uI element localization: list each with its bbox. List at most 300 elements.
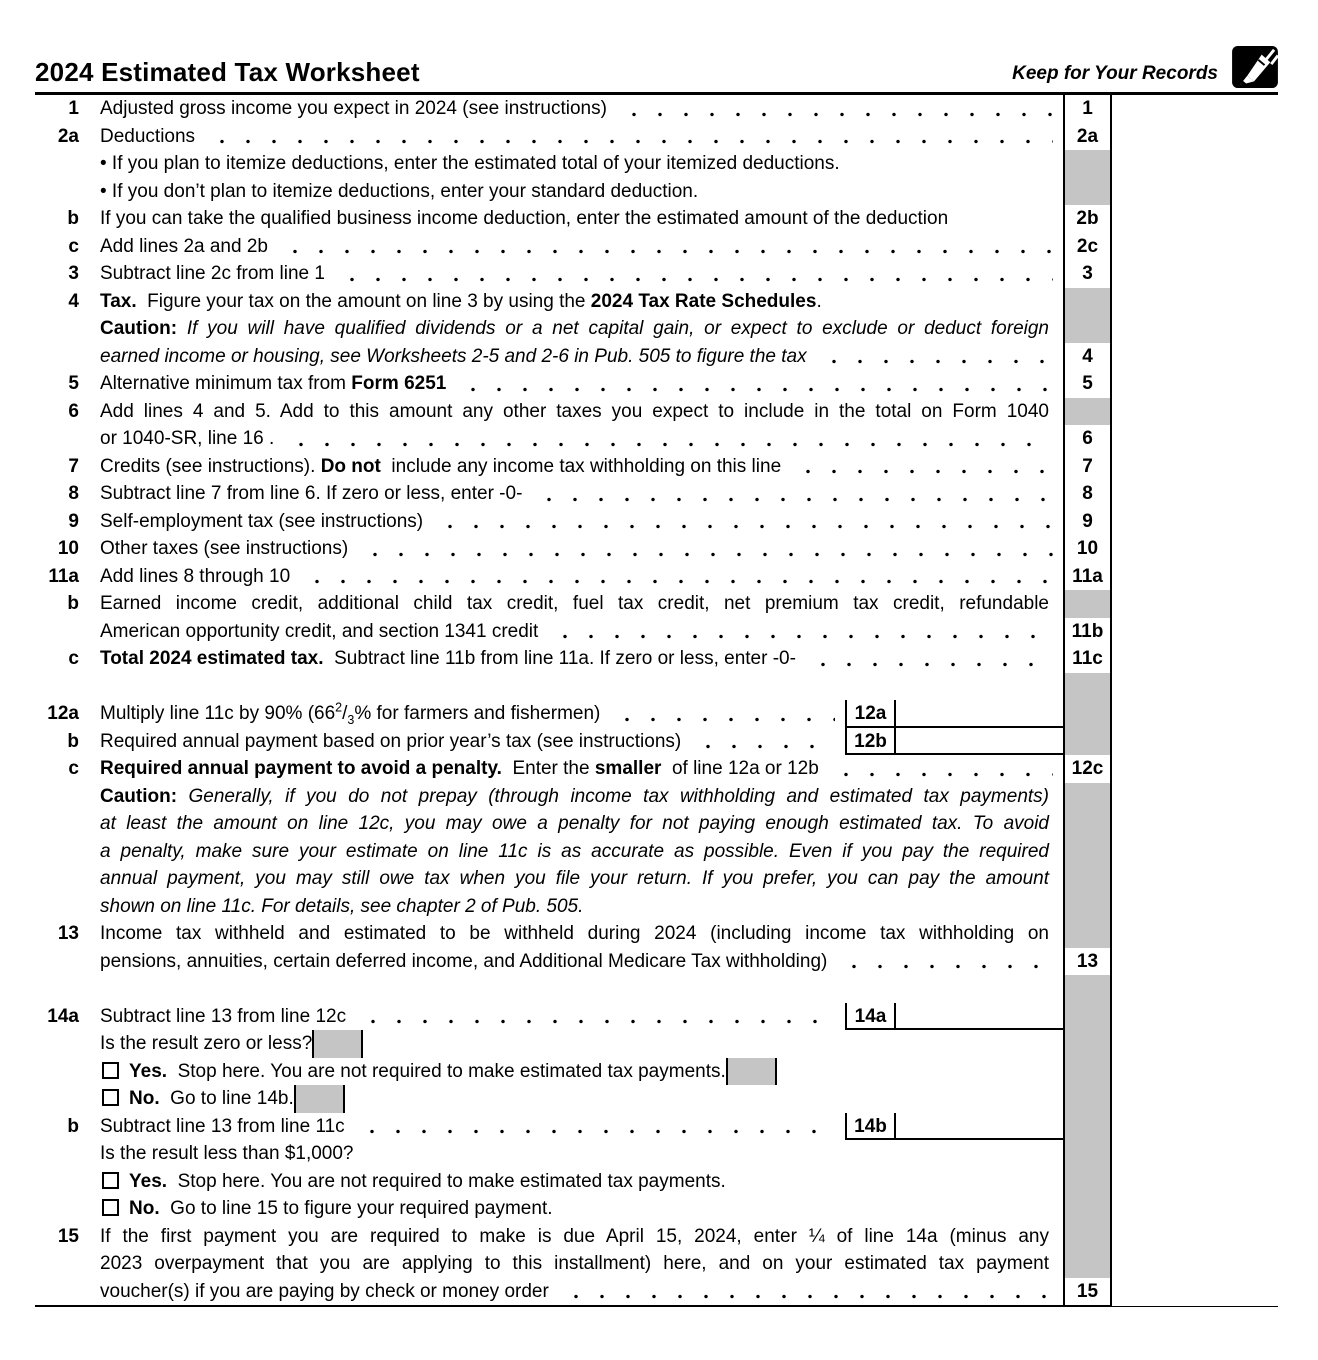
worksheet-row [35,1058,1278,1086]
amount-cell [1112,1250,1278,1278]
row-text [100,95,1063,125]
amount-cell [1112,1168,1278,1196]
yes-checkbox[interactable] [102,1172,119,1189]
text-segment: smaller [594,758,662,779]
amount-cell [1112,1003,1278,1031]
amount-cell [1112,673,1278,701]
dot-leader [353,1113,835,1141]
text-segment: Subtract line 2c from line 1 [100,263,325,284]
line-number: 2a [57,125,79,147]
line-number [35,150,100,178]
amount-cell [1112,590,1278,618]
row-text [100,205,1063,235]
text-segment: Add lines 2a and 2b [100,235,268,257]
worksheet-row [35,1223,1278,1251]
amount-cell[interactable] [1112,645,1278,675]
text-segment: or 1040-SR, line 16 . [100,428,275,449]
text-segment: Form 6251 [351,373,447,394]
row-text-content [100,178,698,206]
line-number-box: 2c [1063,233,1112,263]
row-text [100,370,1063,400]
worksheet-row [35,673,1278,701]
text-segment: Deductions [100,125,196,147]
shaded-cell [1063,150,1112,178]
line-number [35,1195,100,1223]
amount-cell [1112,1030,1278,1058]
line-number [35,1140,100,1168]
row-text [100,673,1063,701]
dot-leader [835,948,1053,978]
line-number-box: 6 [1063,425,1112,455]
row-text-content [100,593,1049,614]
amount-cell[interactable] [1112,95,1278,125]
row-text [100,398,1063,426]
no-checkbox[interactable] [102,1199,119,1216]
inline-shaded-cell [312,1030,363,1058]
shaded-cell [1063,1140,1112,1168]
worksheet-row [35,948,1278,976]
row-text [100,865,1063,893]
row-text-content [100,841,1049,862]
row-text [100,563,1063,593]
text-segment: Tax. [100,290,137,312]
shaded-cell [1063,893,1112,921]
line-number-box: 11c [1063,645,1112,675]
worksheet-row [35,810,1278,838]
amount-cell[interactable] [1112,343,1278,373]
amount-cell[interactable] [1112,508,1278,538]
line-number-box: 8 [1063,480,1112,510]
yes-checkbox[interactable] [102,1062,119,1079]
text-segment: Yes. [129,1060,168,1082]
text-segment: shown on line 11c. For details, see chapter 2 of Pub. 505. [100,895,584,917]
line-number-box: 5 [1063,370,1112,400]
amount-cell[interactable] [1112,425,1278,455]
row-text-content [100,1226,1049,1247]
inline-line-number-box: 12b [845,728,896,756]
shaded-cell [1063,398,1112,426]
row-text-content [100,1278,549,1306]
row-text-content [100,1113,345,1141]
text-segment: include any income tax withholding on this line [380,455,782,477]
row-text-content [100,343,807,373]
line-number: c [68,758,79,779]
text-segment: Figure your tax on the amount on line 3 by using the [136,290,591,312]
amount-cell[interactable] [1112,205,1278,235]
dot-leader [615,95,1053,125]
worksheet-row [35,975,1278,1003]
line-number [35,343,100,373]
text-segment: Earned income credit, additional child tax credit, fuel tax credit, net premium tax credit, refundable [100,593,1049,614]
shaded-cell [1063,1113,1112,1141]
text-segment: Subtract line 11b from line 11a. If zero or less, enter -0- [323,648,796,669]
line-number [35,948,100,978]
shaded-cell [1063,1250,1112,1278]
row-text [100,343,1063,373]
row-text [100,1113,1063,1141]
dot-leader [276,233,1053,263]
text-segment: No. [129,1088,160,1109]
line-number: b [67,730,79,752]
text-segment: Other taxes (see instructions) [100,538,349,559]
dot-leader [454,370,1053,400]
line-number [35,1030,100,1058]
dot-leader [546,618,1053,648]
amount-cell[interactable] [1112,453,1278,483]
text-segment: Adjusted gross income you expect in 2024 (see instructions) [100,98,607,119]
row-text [100,1250,1063,1278]
line-number [35,783,100,811]
inline-amount-cell[interactable] [896,728,1063,756]
amount-cell [1112,810,1278,838]
inline-line-number-box: 14b [845,1113,896,1141]
worksheet-row [35,178,1278,206]
row-text-content [100,1140,354,1168]
shaded-cell [1063,728,1112,756]
no-checkbox[interactable] [102,1089,119,1106]
line-number-box: 12c [1063,755,1112,785]
shaded-cell [1063,783,1112,811]
row-text [100,1058,1063,1086]
amount-cell[interactable] [1112,1278,1278,1308]
worksheet-row [35,920,1278,948]
worksheet-row [35,370,1278,398]
line-number [35,865,100,893]
worksheet-row [35,260,1278,288]
amount-cell [1112,398,1278,426]
inline-shaded-cell [726,1058,777,1086]
row-text [100,1030,1063,1058]
shaded-cell [1063,810,1112,838]
dot-leader [298,563,1053,593]
worksheet-row [35,645,1278,673]
text-segment: 2023 overpayment that you are applying to this installment) here, and on your estimated tax payment [100,1253,1049,1274]
dot-leader [608,700,835,728]
worksheet-row [35,865,1278,893]
line-number-box: 2a [1063,123,1112,153]
worksheet-row [35,728,1278,756]
line-number-box: 13 [1063,948,1112,978]
row-text [100,1278,1063,1308]
shaded-cell [1063,920,1112,948]
worksheet-row [35,480,1278,508]
text-segment: Subtract line 13 from line 12c [100,1005,347,1027]
text-segment: If the first payment you are required to make is due April 15, 2024, enter ¼ of line 14a (minus any [100,1225,1049,1247]
row-text [100,480,1063,510]
amount-cell[interactable] [1112,123,1278,153]
row-text [100,535,1063,565]
row-text [100,728,1063,756]
text-segment: Stop here. You are not required to make estimated tax payments. [167,1170,726,1192]
line-number-box: 15 [1063,1278,1112,1308]
text-segment: Credits (see instructions). [100,455,321,477]
inline-amount-cell[interactable] [896,1003,1063,1031]
shaded-cell [1063,975,1112,1003]
worksheet-row [35,508,1278,536]
row-text-content [100,1030,312,1058]
line-number: 4 [68,290,79,312]
row-text-content [100,260,325,290]
text-segment: annual payment, you may still owe tax when you file your return. If you prefer, you can pay the amount [100,868,1049,889]
row-text-content [100,535,348,565]
worksheet-row [35,563,1278,591]
text-segment: 2024 Tax Rate Schedules [590,290,817,312]
text-segment: 3 [347,712,355,727]
line-number [35,425,100,455]
shaded-cell [1063,590,1112,618]
text-segment: 2 [335,700,343,715]
amount-cell [1112,975,1278,1003]
text-segment: Go to line 14b. [159,1088,294,1109]
line-number: c [68,235,79,257]
row-text-content [100,728,681,756]
inline-line-number-box: 14a [845,1003,896,1031]
amount-cell [1112,1113,1278,1141]
amount-cell[interactable] [1112,233,1278,263]
text-segment: a penalty, make sure your estimate on line 11c is as accurate as possible. Even if you pay the required [100,840,1049,862]
amount-cell[interactable] [1112,535,1278,565]
row-text-content [100,755,819,785]
shaded-cell [1063,673,1112,701]
line-number: c [68,648,79,669]
shaded-cell [1063,700,1112,728]
worksheet-row [35,618,1278,646]
row-text-content [129,1168,726,1196]
line-number [35,178,100,206]
row-text-content [100,1253,1049,1274]
row-text-content [100,205,948,235]
worksheet-row [35,343,1278,371]
worksheet-body [35,95,1278,1305]
row-text [100,755,1063,785]
row-text-content [100,868,1049,889]
dot-leader [530,480,1053,510]
row-text [100,1168,1063,1196]
row-text-content [129,1195,553,1223]
row-text-content [100,1003,346,1031]
text-segment: Add lines 4 and 5. Add to this amount any other taxes you expect to include in the total on Form 1040 [100,400,1049,422]
line-number [35,315,100,343]
line-number-box: 2b [1063,205,1112,235]
line-number: b [67,593,79,614]
line-number: 15 [57,1225,79,1247]
worksheet-row [35,893,1278,921]
line-number [35,975,100,1003]
line-number-box: 11b [1063,618,1112,648]
row-text [100,1195,1063,1223]
row-text-content [100,563,290,593]
row-text-content [100,893,583,921]
text-segment: Subtract line 13 from line 11c [100,1115,345,1137]
text-segment: voucher(s) if you are paying by check or money order [100,1280,549,1302]
amount-cell [1112,893,1278,921]
text-segment: Caution: [100,318,178,339]
text-segment: No. [129,1198,160,1219]
dot-leader [689,728,835,756]
row-text-content [100,318,1049,339]
inline-amount-cell[interactable] [896,700,1063,728]
amount-cell [1112,865,1278,893]
line-number [35,893,100,921]
row-text [100,150,1063,178]
text-segment: % for farmers and fishermen) [354,703,601,724]
inline-amount-cell[interactable] [896,1113,1063,1141]
row-text-content [100,95,607,125]
text-segment: / [342,703,348,724]
line-number: 7 [68,455,79,477]
worksheet-row [35,205,1278,233]
row-text-content [100,786,1049,807]
row-text-content [100,813,1049,834]
text-segment: Is the result less than $1,000? [100,1143,354,1164]
amount-cell[interactable] [1112,618,1278,648]
amount-cell[interactable] [1112,563,1278,593]
line-number [35,1250,100,1278]
row-text [100,315,1063,343]
amount-cell [1112,178,1278,206]
row-text-content [100,233,268,263]
line-number: b [67,208,79,229]
row-text [100,178,1063,206]
row-text-content [100,923,1049,944]
amount-cell [1112,1085,1278,1113]
dot-leader [827,755,1053,785]
estimated-tax-worksheet [35,0,1278,1305]
text-segment: Is the result zero or less? [100,1033,313,1054]
keep-for-records-label: Keep for Your Records [1012,63,1218,84]
worksheet-row [35,315,1278,343]
worksheet-row [35,1195,1278,1223]
amount-cell [1112,700,1278,728]
text-segment: Self-employment tax (see instructions) [100,510,424,532]
dot-leader [557,1278,1053,1306]
worksheet-row [35,1140,1278,1168]
worksheet-row [35,1278,1278,1306]
text-segment: Income tax withheld and estimated to be withheld during 2024 (including income tax withholding on [100,923,1049,944]
dot-leader [203,123,1053,153]
line-number-box: 3 [1063,260,1112,290]
text-segment: . [816,290,822,312]
amount-cell [1112,1223,1278,1251]
row-text [100,783,1063,811]
row-text-content [100,480,522,510]
text-segment: at least the amount on line 12c, you may owe a penalty for not paying enough estimated tax. To avoid [100,813,1049,834]
pencil-icon [1232,46,1278,88]
text-segment: • If you plan to itemize deductions, enter the estimated total of your itemized deductions. [100,153,840,174]
line-number: 11a [48,565,79,587]
line-number-box: 4 [1063,343,1112,373]
row-text [100,920,1063,948]
row-text [100,838,1063,866]
shaded-cell [1063,178,1112,206]
row-text [100,453,1063,483]
text-segment: Total 2024 estimated tax. [100,648,324,669]
worksheet-row [35,150,1278,178]
line-number: 8 [68,483,79,504]
text-segment: Stop here. You are not required to make estimated tax payments. [167,1060,726,1082]
worksheet-row [35,535,1278,563]
amount-cell [1112,1195,1278,1223]
row-text [100,288,1063,316]
row-text-content [100,508,423,538]
worksheet-row [35,123,1278,151]
amount-cell [1112,728,1278,756]
row-text-content [100,370,446,400]
shaded-cell [1063,315,1112,343]
line-number-box: 9 [1063,508,1112,538]
amount-cell [1112,838,1278,866]
shaded-cell [1063,1003,1112,1031]
worksheet-header [35,46,1278,95]
line-number: 6 [68,400,79,422]
line-number [35,673,100,701]
row-text [100,893,1063,921]
row-text [100,1140,1063,1168]
row-text-content [100,618,538,648]
amount-cell[interactable] [1112,480,1278,510]
dot-leader [282,425,1053,455]
text-segment: Subtract line 7 from line 6. If zero or less, enter -0- [100,483,523,504]
line-number: b [67,1115,79,1137]
amount-cell[interactable] [1112,755,1278,785]
amount-cell [1112,288,1278,316]
row-text-content [100,425,274,455]
line-number: 1 [68,98,79,119]
line-number: 13 [57,923,79,944]
amount-cell[interactable] [1112,370,1278,400]
row-text [100,590,1063,618]
worksheet-row [35,755,1278,783]
line-number: 14a [47,1005,79,1027]
line-number: 9 [68,510,79,532]
worksheet-row [35,425,1278,453]
shaded-cell [1063,1168,1112,1196]
amount-cell [1112,1058,1278,1086]
worksheet-row [35,288,1278,316]
worksheet-row [35,1003,1278,1031]
dot-leader [333,260,1053,290]
worksheet-row [35,398,1278,426]
amount-cell [1112,920,1278,948]
shaded-cell [1063,1058,1112,1086]
row-text [100,260,1063,290]
inline-shaded-cell [294,1085,345,1113]
line-number-box: 10 [1063,535,1112,565]
text-segment: of line 12a or 12b [661,758,819,779]
row-text [100,1085,1063,1113]
amount-cell[interactable] [1112,948,1278,978]
worksheet-row [35,453,1278,481]
row-text-content [100,700,600,728]
text-segment: Caution: [100,785,178,807]
shaded-cell [1063,1030,1112,1058]
text-segment: American opportunity credit, and section 1341 credit [100,620,539,642]
row-text-content [129,1058,726,1086]
row-text [100,948,1063,978]
shaded-cell [1063,865,1112,893]
worksheet-row [35,783,1278,811]
amount-cell[interactable] [1112,260,1278,290]
dot-leader [354,1003,835,1031]
row-text [100,618,1063,648]
dot-leader [804,645,1053,675]
page-title: 2024 Estimated Tax Worksheet [35,57,420,87]
line-number-box: 1 [1063,95,1112,125]
amount-cell [1112,315,1278,343]
text-segment: Enter the [501,758,595,779]
row-text [100,123,1063,153]
row-text [100,1223,1063,1251]
